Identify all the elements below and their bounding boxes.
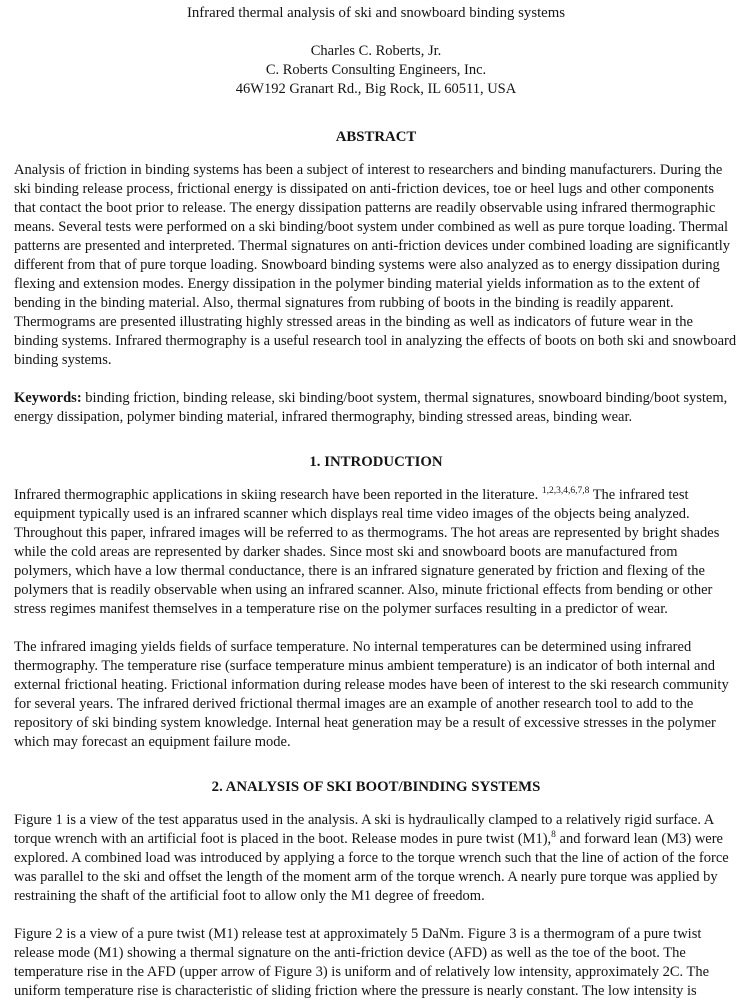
analysis-paragraph-1 bbox=[14, 811, 738, 906]
analysis-p1-text-before-citation: Figure 1 is a view of the test apparatus used in the analysis. A ski is hydraulically clamped to a relatively rigid surface. A torque wrench with an artificial foot is placed in the boot. Release modes in pure twist (M1), bbox=[14, 812, 714, 847]
introduction-paragraph-2: The infrared imaging yields fields of surface temperature. No internal temperatures can be determined using infrared thermography. The temperature rise (surface temperature minus ambient temperature) is an indicator of both internal and external frictional heating. Frictional information during release modes have been of interest to the ski research community for several years. The infrared derived frictional thermal images are an example of another research tool to add to the repository of ski binding system knowledge. Internal heat generation may be a result of excessive stresses in the polymer which may forecast an equipment failure mode. bbox=[14, 639, 729, 750]
introduction-heading: 1. INTRODUCTION bbox=[309, 454, 443, 470]
author-block bbox=[14, 42, 738, 99]
abstract-paragraph: Analysis of friction in binding systems has been a subject of interest to researchers and binding manufacturers. During the ski binding release process, frictional energy is dissipated on anti-friction devices, toe or heel lugs and other components that contact the boot prior to release. The energy dissipation patterns are readily observable using infrared thermographic means. Several tests were performed on a ski binding/boot system under combined as well as pure torque loading. Thermal patterns are presented and interpreted. Thermal signatures on anti-friction devices under combined loading are significantly different from that of pure torque loading. Snowboard binding systems were also analyzed as to energy dissipation during flexing and extension modes. Energy dissipation in the polymer binding material yields information as to the extent of bending in the binding material. Also, thermal signatures from rubbing of boots in the binding is readily apparent. Thermograms are presented illustrating highly stressed areas in the binding as well as indicators of future wear in the binding systems. Infrared thermography is a useful research tool in analyzing the effects of boots on both ski and snowboard binding systems. bbox=[14, 162, 737, 368]
citation-superscript: 8 bbox=[551, 830, 556, 841]
paper-title: Infrared thermal analysis of ski and snowboard binding systems bbox=[186, 5, 566, 21]
analysis-heading: 2. ANALYSIS OF SKI BOOT/BINDING SYSTEMS bbox=[211, 779, 541, 795]
abstract-heading: ABSTRACT bbox=[335, 129, 417, 145]
analysis-paragraph-2: Figure 2 is a view of a pure twist (M1) release test at approximately 5 DaNm. Figure 3 is a thermogram of a pure twist release mode (M1) showing a thermal signature on the anti-friction device (AFD) as well as the toe of the boot. The temperature rise in the AFD (upper arrow of Figure 3) is uniform and of relatively low intensity, approximately 2C. The uniform temperature rise is characteristic of sliding friction where the pressure is nearly constant. The low intensity is bbox=[14, 926, 710, 999]
introduction-p1-text-after-citation: The infrared test equipment typically used is an infrared scanner which displays real time video images of the objects being analyzed. Throughout this paper, infrared images will be referred to as thermograms. The hot areas are represented by bright shades while the cold areas are represented by darker shades. Since most ski and snowboard boots are manufactured from polymers, which have a low thermal conductance, there is an infrared signature generated by friction and flexing of the polymers that is readily observable when using an infrared scanner. Also, minute frictional effects from bending or other stress regimes manifest themselves in a temperature rise on the polymer surfaces resulting in a predictor of wear. bbox=[14, 487, 720, 617]
introduction-p1-text-before-citation: Infrared thermographic applications in skiing research have been reported in the literature. bbox=[14, 487, 542, 503]
author-address: 46W192 Granart Rd., Big Rock, IL 60511, USA bbox=[235, 81, 517, 97]
keywords-label: Keywords: bbox=[14, 390, 82, 406]
citation-superscript: 1,2,3,4,6,7,8 bbox=[541, 486, 590, 497]
author-name: Charles C. Roberts, Jr. bbox=[310, 43, 442, 59]
analysis-p1-text-after-citation: and forward lean (M3) were explored. A combined load was introduced by applying a force to the torque wrench such that the line of action of the force was parallel to the ski and offset the length of the moment arm of the torque wrench. A nearly pure torque was applied by restraining the shaft of the artificial foot to allow only the M1 degree of freedom. bbox=[14, 831, 729, 904]
introduction-paragraph-1 bbox=[14, 486, 738, 619]
keywords-paragraph bbox=[14, 389, 738, 427]
keywords-text: binding friction, binding release, ski binding/boot system, thermal signatures, snowboard binding/boot system, energy dissipation, polymer binding material, infrared thermography, binding stressed areas, binding wear. bbox=[14, 390, 728, 425]
author-affiliation: C. Roberts Consulting Engineers, Inc. bbox=[265, 62, 487, 78]
